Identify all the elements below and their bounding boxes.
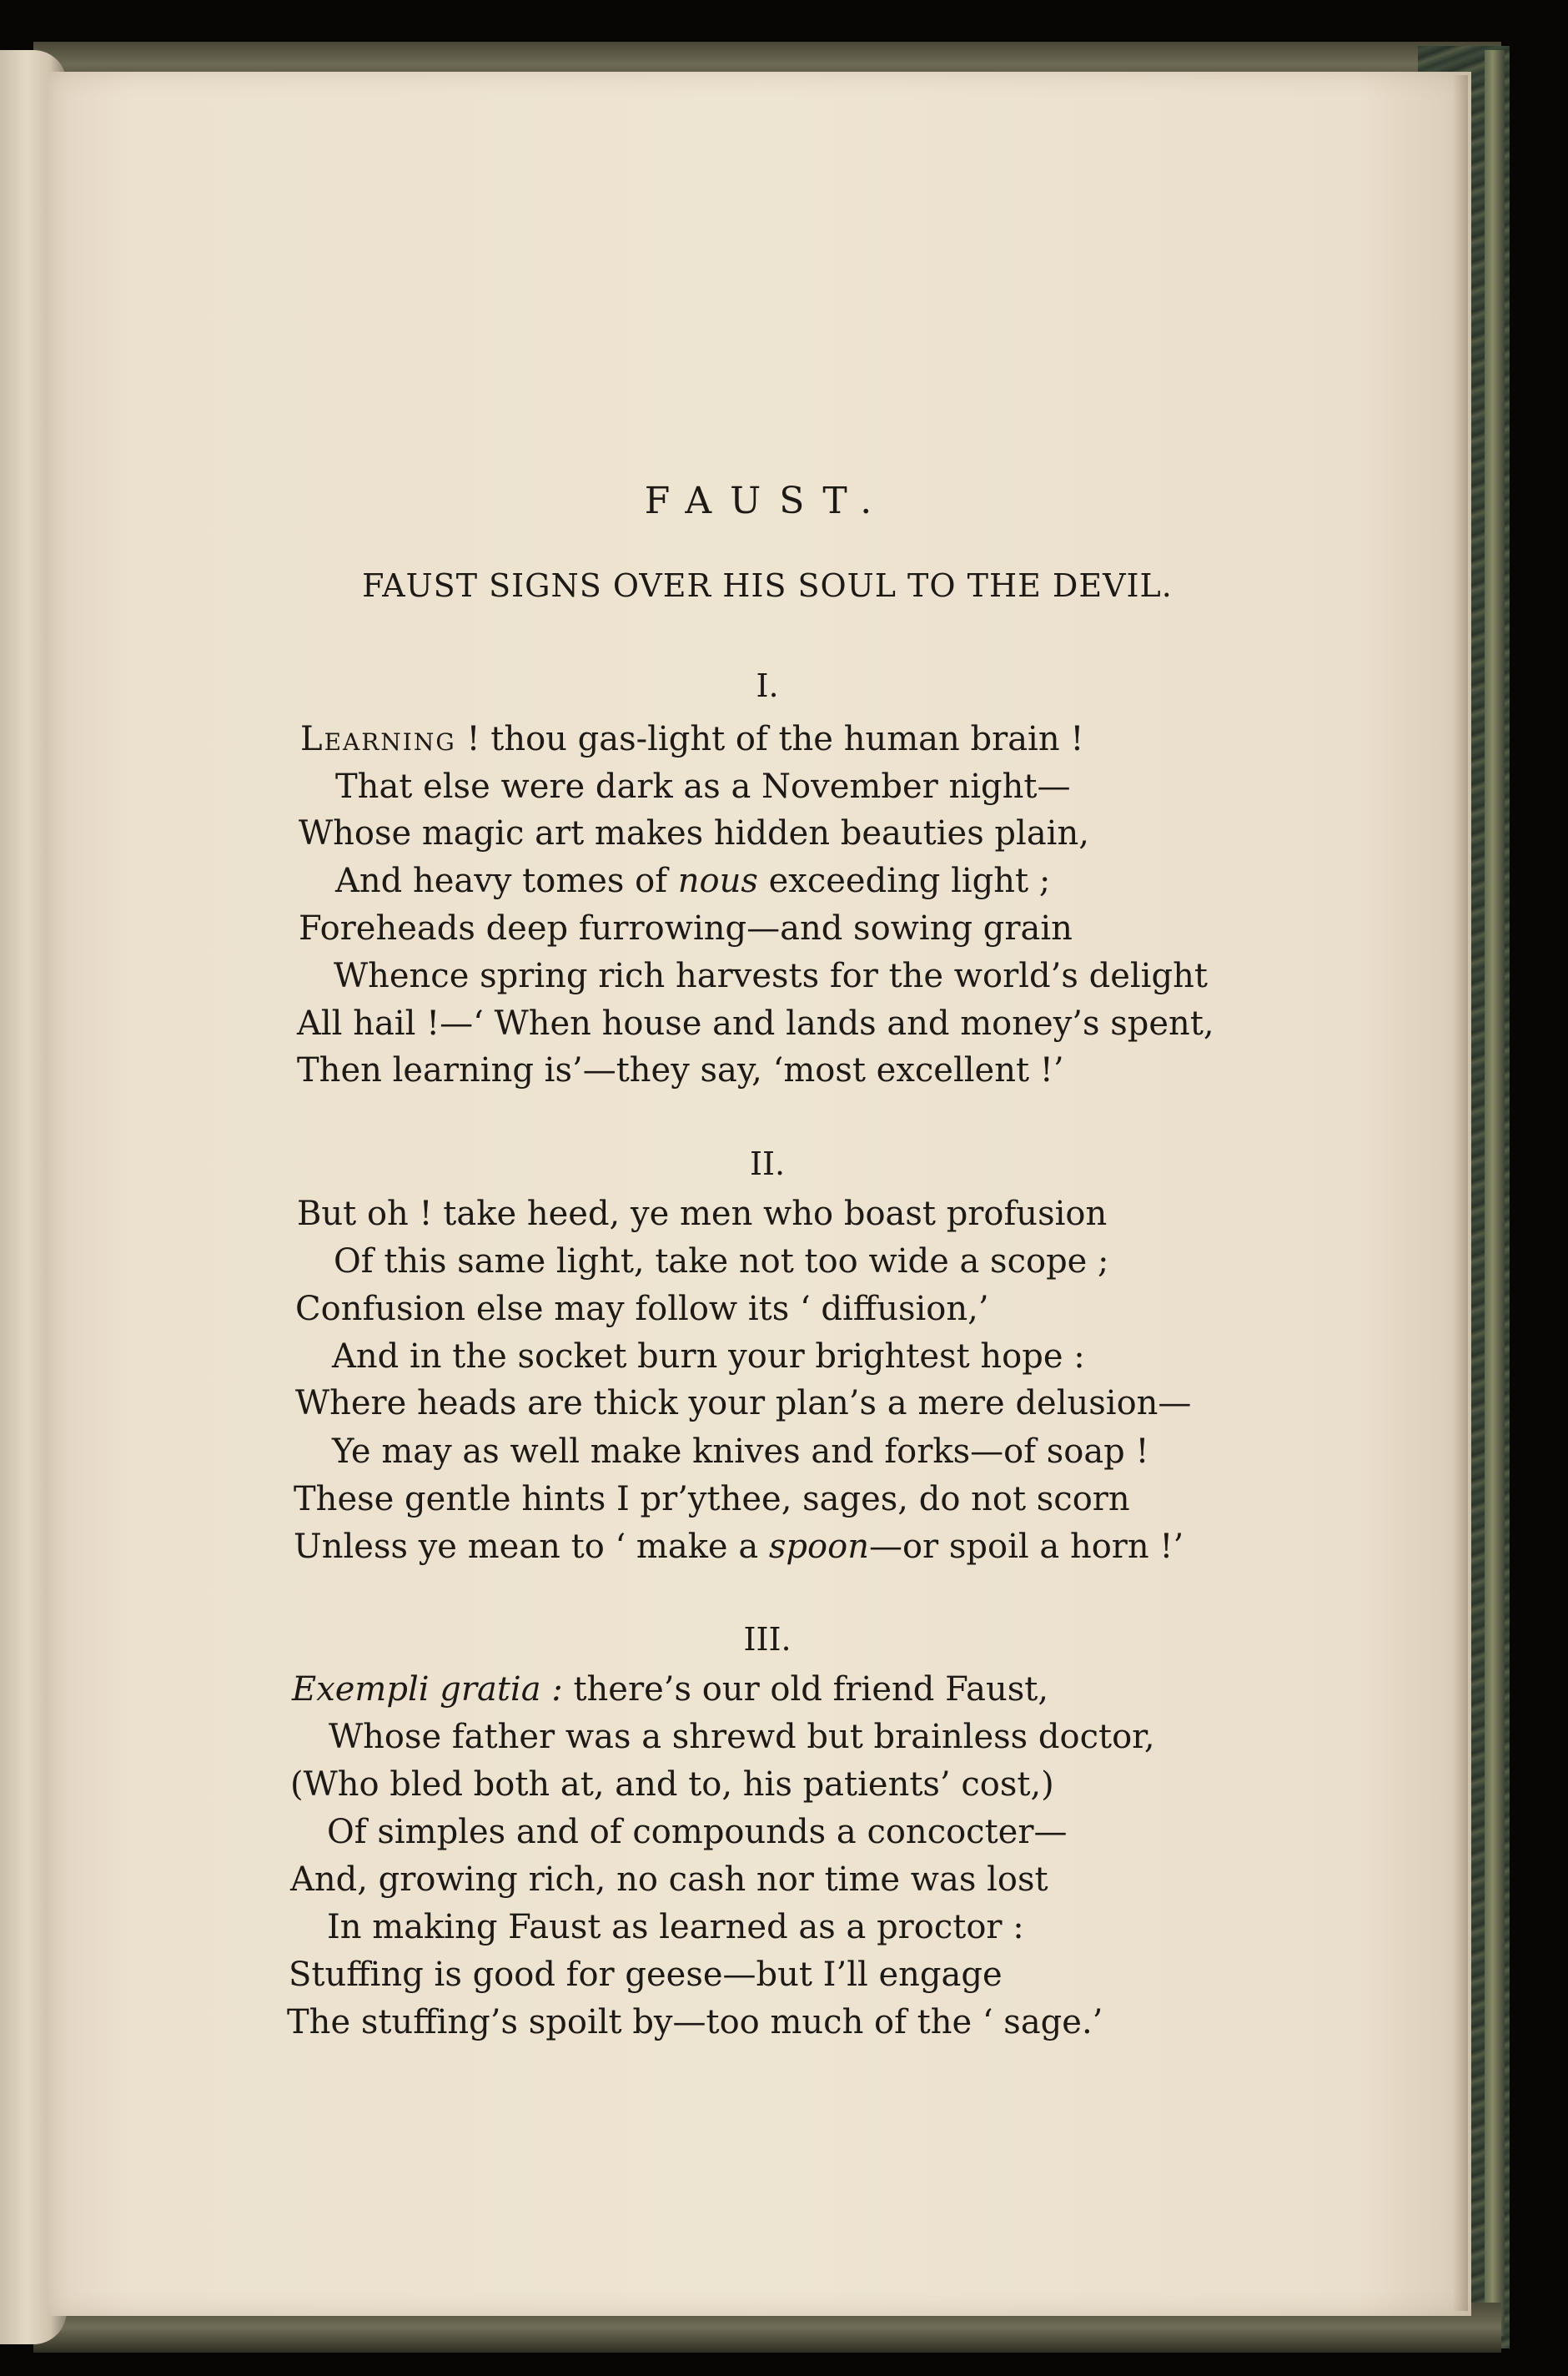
poem-line: Where heads are thick your plan’s a mere delusion— (295, 1384, 1192, 1422)
poem-line: Then learning is’—they say, ‘most excellent !’ (297, 1051, 1064, 1090)
italic-phrase: Exempli gratia : (292, 1670, 563, 1709)
page-title: FAUST. (644, 480, 891, 522)
page-edge-shadow (1453, 75, 1468, 2311)
poem-line (292, 1670, 1049, 1709)
poem-line: Confusion else may follow its ‘ diffusion,’ (295, 1290, 989, 1328)
poem-line: Whence spring rich harvests for the world’s delight (334, 957, 1208, 995)
poem-line (294, 1528, 1184, 1566)
line-text: —or spoil a horn !’ (868, 1528, 1184, 1566)
stanza-number: I. (756, 667, 779, 704)
poem-line: And, growing rich, no cash nor time was lost (290, 1860, 1048, 1899)
poem-line: In making Faust as learned as a proctor : (327, 1908, 1024, 1946)
poem-line: Of this same light, take not too wide a scope ; (334, 1242, 1109, 1281)
line-text: there’s our old friend Faust, (562, 1670, 1049, 1709)
stanza-number: II. (749, 1145, 786, 1182)
line-text: exceeding light ; (757, 862, 1051, 900)
poem-line: Whose father was a shrewd but brainless doctor, (329, 1718, 1155, 1756)
italic-word: spoon (768, 1528, 869, 1566)
poem-line: Whose magic art makes hidden beauties plain, (299, 814, 1089, 853)
book-board-edge (1485, 50, 1505, 2336)
poem-line: Of simples and of compounds a concocter— (327, 1813, 1068, 1851)
line-text: ! thou gas-light of the human brain ! (455, 720, 1084, 758)
poem-line (335, 864, 1050, 898)
poem-line: All hail !—‘ When house and lands and money’s spent, (297, 1004, 1214, 1043)
poem-line: But oh ! take heed, ye men who boast profusion (297, 1195, 1108, 1233)
poem-line: Foreheads deep furrowing—and sowing grain (299, 909, 1073, 948)
poem-line: The stuffing’s spoilt by—too much of the ‘ sage.’ (287, 2003, 1103, 2041)
poem-line: And in the socket burn your brightest hope : (332, 1337, 1085, 1376)
poem-line: That else were dark as a November night— (335, 768, 1071, 806)
poem-line (300, 722, 1083, 756)
poem-line: Stuffing is good for geese—but I’ll engage (289, 1956, 1003, 1994)
poem-line: These gentle hints I pr’ythee, sages, do not scorn (294, 1480, 1130, 1518)
stanza-number: III. (743, 1621, 792, 1658)
page-subtitle: FAUST SIGNS OVER HIS SOUL TO THE DEVIL. (362, 567, 1173, 604)
italic-word: nous (677, 862, 758, 900)
line-text: And heavy tomes of (335, 862, 678, 900)
small-caps-word: Learning (300, 720, 456, 758)
poem-line: Ye may as well make knives and forks—of soap ! (332, 1432, 1149, 1471)
poem-line: (Who bled both at, and to, his patients’ cost,) (290, 1765, 1054, 1804)
line-text: Unless ye mean to ‘ make a (294, 1528, 769, 1566)
